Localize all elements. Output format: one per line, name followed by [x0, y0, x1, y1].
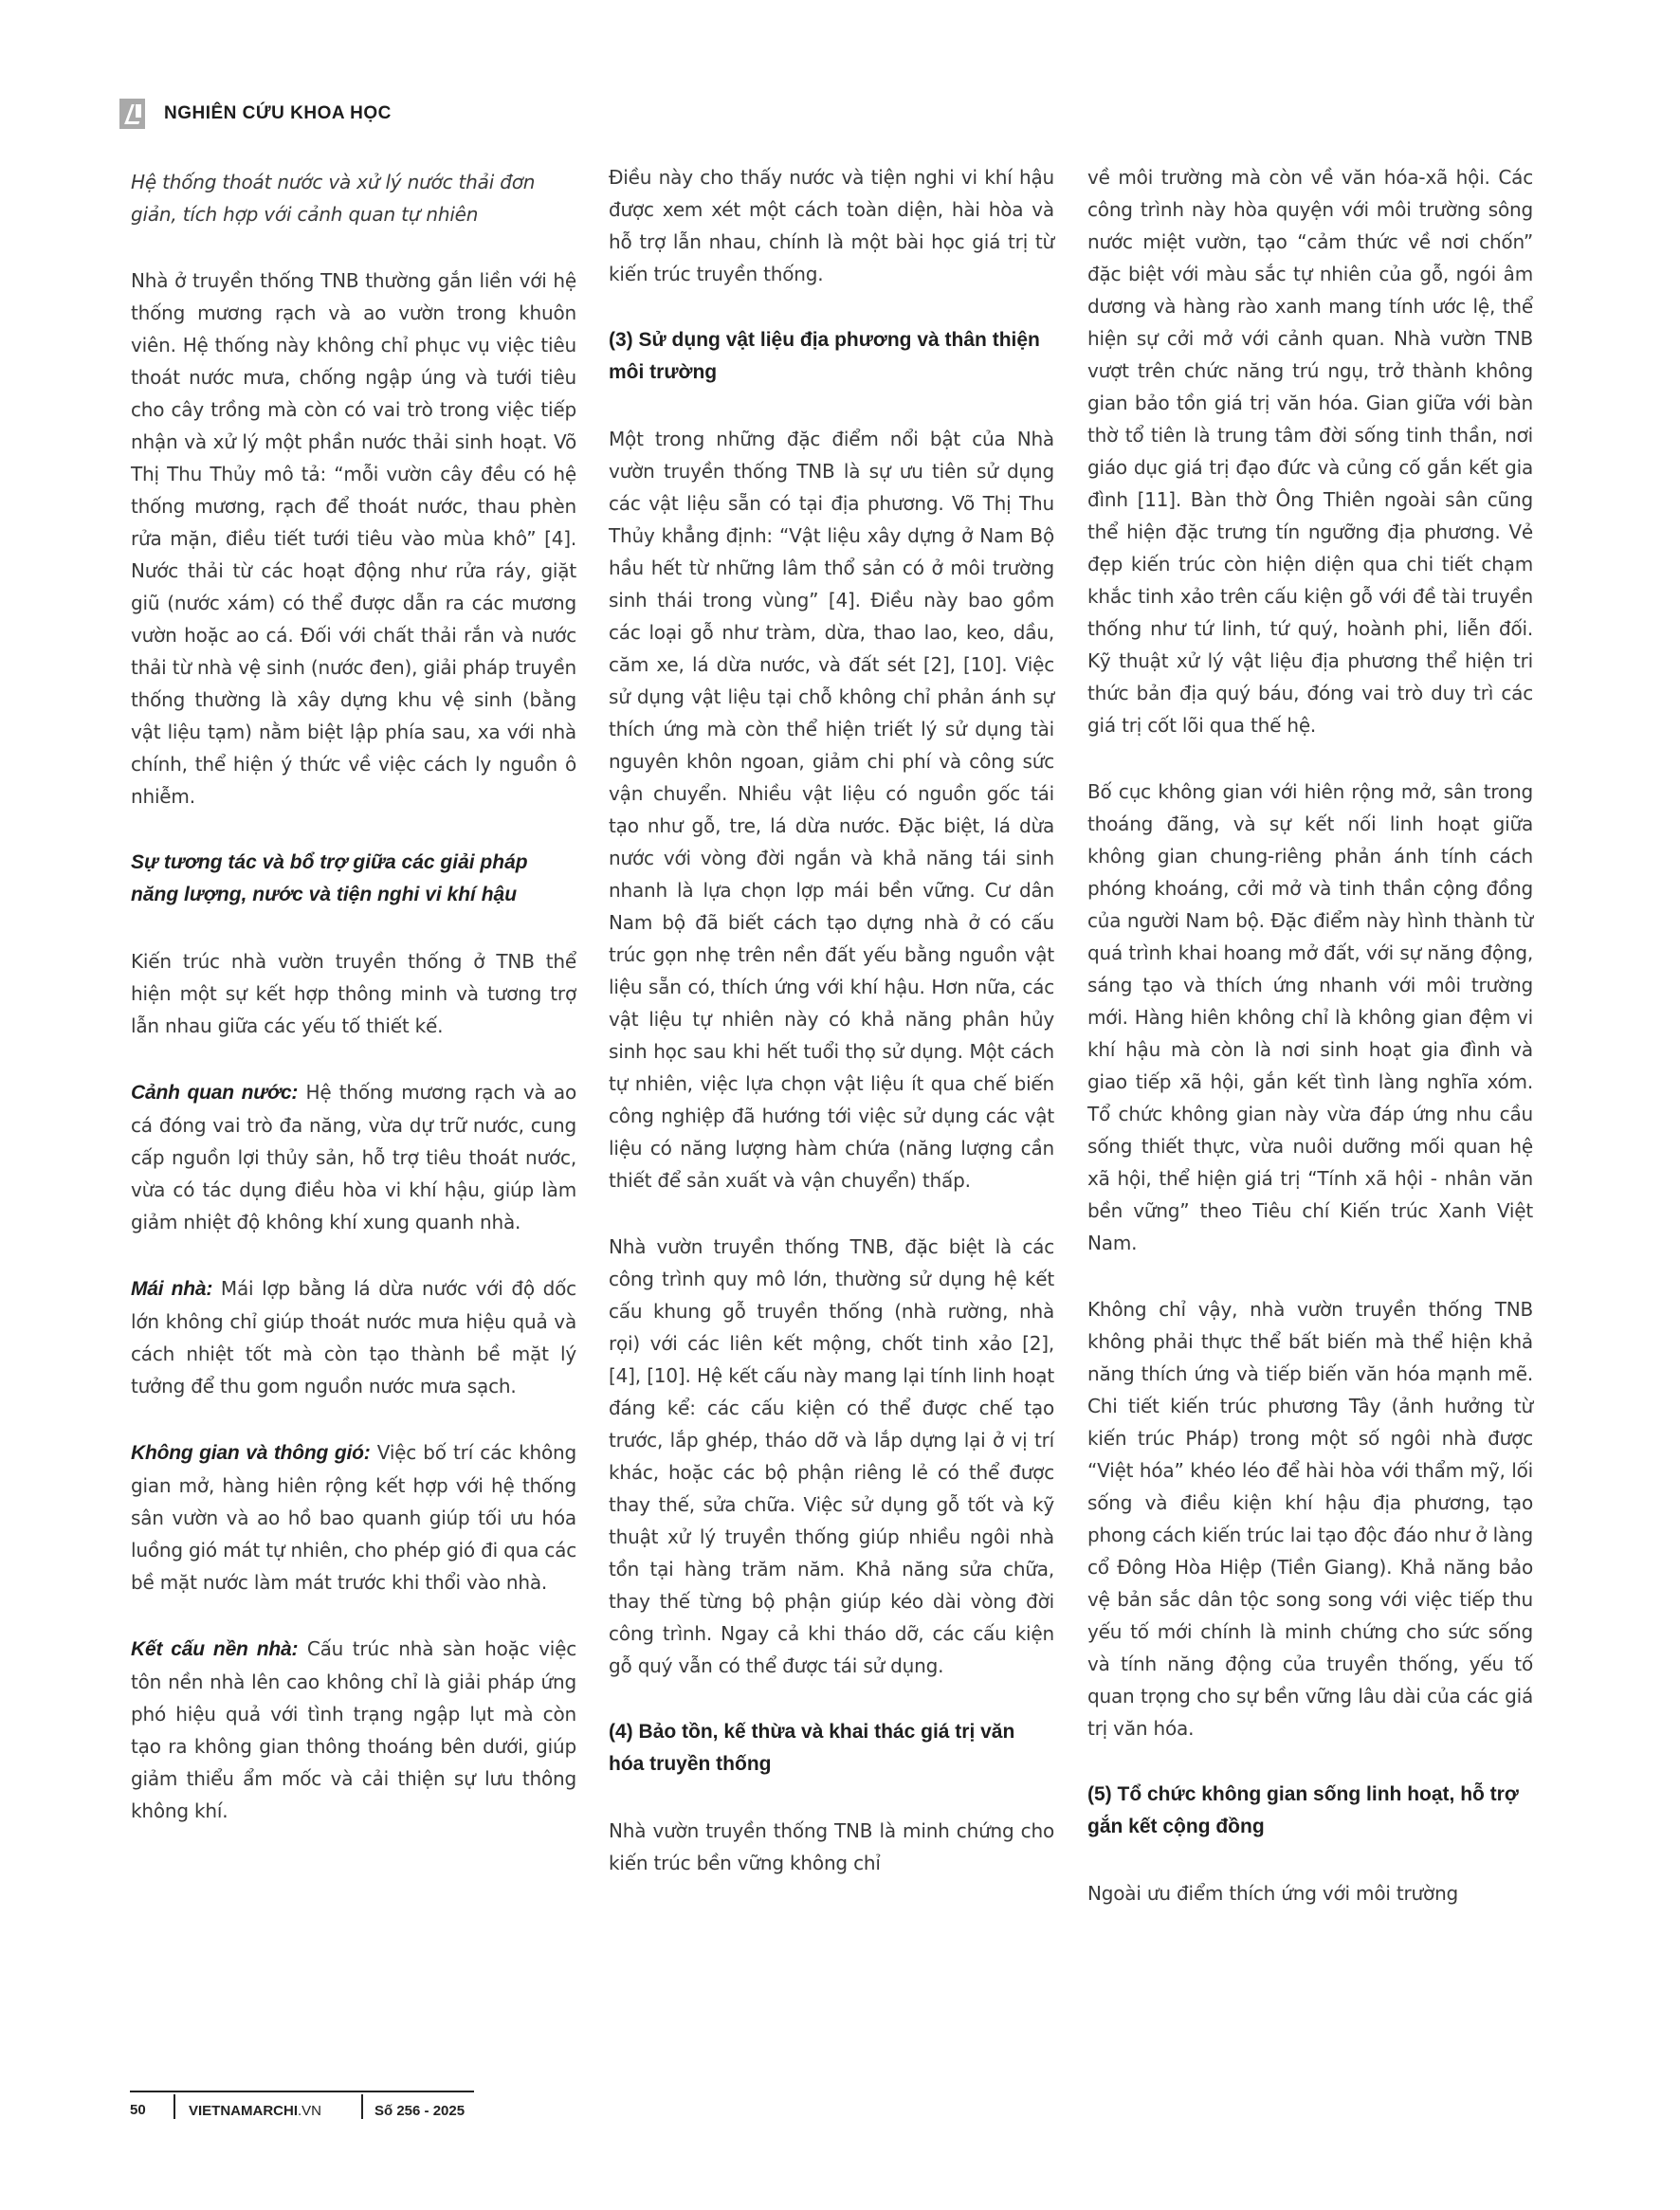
- paragraph-drainage: Nhà ở truyền thống TNB thường gắn liền với hệ thống mương rạch và ao vườn trong khuôn viên. Hệ thống này không chỉ phục vụ việc tiêu thoát nước mưa, chống ngập úng và tưới tiêu cho cây trồng mà còn có vai trò trong việc tiếp nhận và xử lý một phần nước thải sinh hoạt. Võ Thị Thu Thủy mô tả: “mỗi vườn cây đều có hệ thống mương, rạch để thoát nước, thau phèn rửa mặn, điều tiết tưới tiêu vào mùa khô” [4]. Nước thải từ các hoạt động như rửa ráy, giặt giũ (nước xám) có thể được dẫn ra các mương vườn hoặc ao cá. Đối với chất thải rắn và nước thải từ nhà vệ sinh (nước đen), giải pháp truyền thống thường là xây dựng khu vệ sinh (bằng vật liệu tạm) nằm biệt lập phía sau, xa với nhà chính, thể hiện ý thức về việc cách ly nguồn ô nhiễm.: [131, 269, 576, 808]
- heading-living-space: (5) Tổ chức không gian sống linh hoạt, hỗ trợ gắn kết cộng đồng: [1087, 1783, 1519, 1837]
- site-name-bold: VIETNAMARCHI: [189, 2103, 298, 2119]
- item-foundation: [131, 1633, 576, 1827]
- column-3: [1087, 161, 1533, 1944]
- heading-local-materials: (3) Sử dụng vật liệu địa phương và thân thiện môi trường: [609, 329, 1040, 383]
- paragraph-materials: Một trong những đặc điểm nổi bật của Nhà vườn truyền thống TNB là sự ưu tiên sử dụng các vật liệu sẵn có tại địa phương. Võ Thị Thu Thủy khẳng định: “Vật liệu xây dựng ở Nam Bộ hầu hết từ những lâm thổ sản có ở môi trường sinh thái trong vùng” [4]. Điều này bao gồm các loại gỗ như tràm, dừa, thao lao, keo, dầu, căm xe, lá dừa nước, và đất sét [2], [10]. Việc sử dụng vật liệu tại chỗ không chỉ phản ánh sự thích ứng mà còn thể hiện triết lý sử dụng tài nguyên khôn ngoan, giảm chi phí và công sức vận chuyển. Nhiều vật liệu có nguồn gốc tái tạo như gỗ, tre, lá dừa nước. Đặc biệt, lá dừa nước với vòng đời ngắn và khả năng tái sinh nhanh là lựa chọn lợp mái bền vững. Cư dân Nam bộ đã biết cách tạo dựng nhà ở có cấu trúc gọn nhẹ trên nền đất yếu bằng nguồn vật liệu sẵn có, thích ứng với khí hậu. Hơn nữa, các vật liệu tự nhiên này có khả năng phân hủy sinh học sau khi hết tuổi thọ sử dụng. Một cách tự nhiên, việc lựa chọn vật liệu ít qua chế biến công nghiệp đã hướng tới việc sử dụng các vật liệu có năng lượng hàm chứa (năng lượng cần thiết để sản xuất và vận chuyển) thấp.: [609, 428, 1054, 1192]
- paragraph-intro: Kiến trúc nhà vườn truyền thống ở TNB thể hiện một sự kết hợp thông minh và tương trợ lẫn nhau giữa các yếu tố thiết kế.: [131, 950, 576, 1037]
- paragraph-layout: Bố cục không gian với hiên rộng mở, sân trong thoáng đãng, và sự kết nối linh hoạt giữa không gian chung-riêng phản ánh tính cách phóng khoáng, cởi mở và tinh thần cộng đồng của người Nam bộ. Đặc điểm này hình thành từ quá trình khai hoang mở đất, với sự năng động, sáng tạo và thích ứng nhanh với môi trường mới. Hàng hiên không chỉ là không gian đệm vi khí hậu mà còn là nơi sinh hoạt gia đình và giao tiếp xã hội, gắn kết tình làng nghĩa xóm. Tổ chức không gian này vừa đáp ứng nhu cầu sống thiết thực, vừa nuôi dưỡng mối quan hệ xã hội, thể hiện giá trị “Tính xã hội - nhân văn bền vững” theo Tiêu chí Kiến trúc Xanh Việt Nam.: [1087, 780, 1533, 1254]
- section-title: NGHIÊN CỨU KHOA HỌC: [164, 103, 392, 123]
- page-header: [119, 95, 392, 133]
- page-footer: [130, 2091, 474, 2121]
- item-water-landscape: [131, 1076, 576, 1238]
- column-2: [609, 161, 1054, 1913]
- heading-cultural-values: (4) Bảo tồn, kế thừa và khai thác giá trị văn hóa truyền thống: [609, 1721, 1015, 1775]
- item-label: Kết cấu nền nhà:: [131, 1638, 299, 1660]
- column-1: [131, 166, 576, 1861]
- subheading-interaction: Sự tương tác và bổ trợ giữa các giải pháp năng lượng, nước và tiện nghi vi khí hậu: [131, 851, 528, 905]
- item-text: Cấu trúc nhà sàn hoặc việc tôn nền nhà lên cao không chỉ là giải pháp ứng phó hiệu quả với tình trạng ngập lụt mà còn tạo ra không gian thông thoáng bên dưới, giúp giảm thiểu ẩm mốc và cải thiện sự lưu thông không khí.: [131, 1637, 576, 1822]
- item-label: Không gian và thông gió:: [131, 1442, 371, 1464]
- paragraph-cultural: về môi trường mà còn về văn hóa-xã hội. Các công trình này hòa quyện với môi trường sông nước miệt vườn, tạo “cảm thức về nơi chốn” đặc biệt với màu sắc tự nhiên của gỗ, ngói âm dương và hàng rào xanh mang tính ước lệ, thể hiện sự cởi mở với cảnh quan. Nhà vườn TNB vượt trên chức năng trú ngụ, trở thành không gian bảo tồn giá trị văn hóa. Gian giữa với bàn thờ tổ tiên là trung tâm đời sống tinh thần, nơi giáo dục giá trị đạo đức và củng cố gắn kết gia đình [11]. Bàn thờ Ông Thiên ngoài sân cũng thể hiện đặc trưng tín ngưỡng địa phương. Vẻ đẹp kiến trúc còn hiện diện qua chi tiết chạm khắc tinh xảo trên cấu kiện gỗ với đề tài truyền thống như tứ linh, tứ quý, hoành phi, liễn đối. Kỹ thuật xử lý vật liệu địa phương thể hiện tri thức bản địa quý báu, đóng vai trò duy trì các giá trị cốt lõi qua thế hệ.: [1087, 166, 1533, 737]
- subheading-drainage: Hệ thống thoát nước và xử lý nước thải đơn giản, tích hợp với cảnh quan tự nhiên: [131, 171, 536, 226]
- issue-number: Số 256 - 2025: [361, 2094, 465, 2119]
- item-text: Hệ thống mương rạch và ao cá đóng vai trò đa năng, vừa dự trữ nước, cung cấp nguồn lợi thủy sản, hỗ trợ tiêu thoát nước, vừa có tác dụng điều hòa vi khí hậu, giúp làm giảm nhiệt độ không khí xung quanh nhà.: [131, 1081, 576, 1233]
- paragraph-conclusion: Điều này cho thấy nước và tiện nghi vi khí hậu được xem xét một cách toàn diện, hài hòa và hỗ trợ lẫn nhau, chính là một bài học giá trị từ kiến trúc truyền thống.: [609, 166, 1054, 285]
- item-roof: [131, 1272, 576, 1402]
- item-label: Cảnh quan nước:: [131, 1082, 299, 1104]
- paragraph-living-start: Ngoài ưu điểm thích ứng với môi trường: [1087, 1882, 1459, 1905]
- site-name: [173, 2094, 361, 2119]
- item-label: Mái nhà:: [131, 1278, 213, 1300]
- item-text: Mái lợp bằng lá dừa nước với độ dốc lớn không chỉ giúp thoát nước mưa hiệu quả và cách nhiệt tốt mà còn tạo thành bề mặt lý tưởng để thu gom nguồn nước mưa sạch.: [131, 1277, 576, 1397]
- magazine-logo-icon: [119, 99, 145, 129]
- item-space-ventilation: [131, 1436, 576, 1598]
- page-number: 50: [130, 2101, 146, 2118]
- paragraph-adaptation: Không chỉ vậy, nhà vườn truyền thống TNB không phải thực thể bất biến mà thể hiện khả năng thích ứng và tiếp biến văn hóa mạnh mẽ. Chi tiết kiến trúc phương Tây (ảnh hưởng từ kiến trúc Pháp) trong một số ngôi nhà được “Việt hóa” khéo léo để hài hòa với thẩm mỹ, lối sống và điều kiện khí hậu địa phương, tạo phong cách kiến trúc lai tạo độc đáo như ở làng cổ Đông Hòa Hiệp (Tiền Giang). Khả năng bảo vệ bản sắc dân tộc song song với việc tiếp thu yếu tố mới chính là minh chứng cho sức sống và tính năng động của truyền thống, yếu tố quan trọng cho sự bền vững lâu dài của các giá trị văn hóa.: [1087, 1298, 1533, 1740]
- item-text: Việc bố trí các không gian mở, hàng hiên rộng kết hợp với hệ thống sân vườn và ao hồ bao quanh giúp tối ưu hóa luồng gió mát tự nhiên, cho phép gió đi qua các bề mặt nước làm mát trước khi thổi vào nhà.: [131, 1441, 577, 1594]
- paragraph-cultural-start: Nhà vườn truyền thống TNB là minh chứng cho kiến trúc bền vững không chỉ: [609, 1819, 1054, 1874]
- paragraph-structure: Nhà vườn truyền thống TNB, đặc biệt là các công trình quy mô lớn, thường sử dụng hệ kết cấu khung gỗ truyền thống (nhà rường, nhà rọi) với các liên kết mộng, chốt tinh xảo [2], [4], [10]. Hệ kết cấu này mang lại tính linh hoạt đáng kể: các cấu kiện có thể được chế tạo trước, lắp ghép, tháo dỡ và lắp dựng lại ở vị trí khác, hoặc các bộ phận riêng lẻ có thể được thay thế, sửa chữa. Việc sử dụng gỗ tốt và kỹ thuật xử lý truyền thống giúp nhiều ngôi nhà tồn tại hàng trăm năm. Khả năng sửa chữa, thay thế từng bộ phận giúp kéo dài vòng đời công trình. Ngay cả khi tháo dỡ, các cấu kiện gỗ quý vẫn có thể được tái sử dụng.: [609, 1235, 1054, 1677]
- site-name-suffix: .VN: [298, 2103, 322, 2119]
